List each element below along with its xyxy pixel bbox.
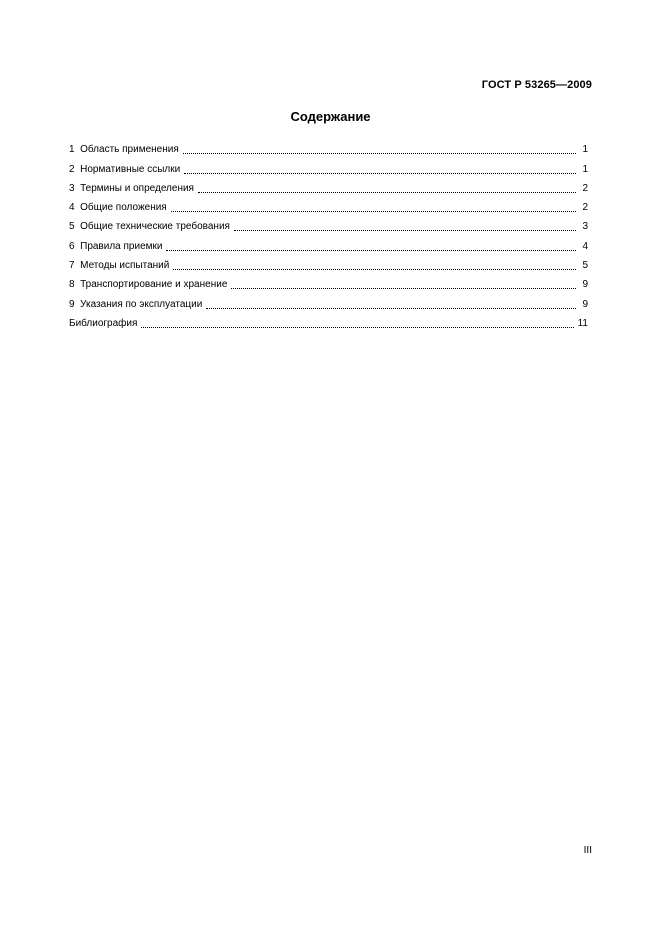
toc-entry[interactable]	[69, 176, 588, 195]
toc-entry-page: 11	[577, 317, 588, 329]
toc-entry-number: 6	[69, 240, 75, 252]
toc-leader-dots	[166, 242, 576, 251]
page-number: III	[583, 845, 592, 856]
toc-entry[interactable]	[69, 156, 588, 175]
toc-entry-title: Библиография	[69, 317, 138, 329]
toc-entry-title: Транспортирование и хранение	[80, 279, 228, 291]
toc-entry-page: 5	[582, 260, 588, 272]
toc-entry-number: 4	[69, 202, 75, 214]
toc-entry-number: 3	[69, 182, 75, 194]
toc-entry-title: Термины и определения	[80, 182, 194, 194]
toc-entry-bibliography[interactable]	[69, 311, 588, 330]
toc-leader-dots	[198, 184, 576, 193]
toc-entry[interactable]	[69, 214, 588, 233]
toc-entry-title: Область применения	[80, 144, 179, 156]
toc-entry-page: 1	[582, 144, 588, 156]
toc-leader-dots	[173, 261, 576, 270]
toc-entry-number: 8	[69, 279, 75, 291]
toc-entry-page: 1	[582, 163, 588, 175]
toc-leader-dots	[141, 319, 573, 328]
toc-leader-dots	[206, 300, 576, 309]
toc-entry-title: Общие положения	[80, 202, 167, 214]
toc-entry-page: 9	[582, 298, 588, 310]
toc-entry[interactable]	[69, 195, 588, 214]
toc-leader-dots	[231, 280, 576, 289]
toc-entry-page: 2	[582, 182, 588, 194]
toc-entry[interactable]	[69, 291, 588, 310]
table-of-contents	[69, 137, 588, 330]
toc-entry-title: Нормативные ссылки	[80, 163, 181, 175]
toc-entry-page: 2	[582, 202, 588, 214]
toc-leader-dots	[234, 222, 576, 231]
toc-entry-page: 3	[582, 221, 588, 233]
toc-entry-title: Общие технические требования	[80, 221, 230, 233]
toc-entry[interactable]	[69, 253, 588, 272]
toc-entry[interactable]	[69, 233, 588, 252]
toc-entry-number: 2	[69, 163, 75, 175]
toc-entry-number: 5	[69, 221, 75, 233]
toc-entry-page: 4	[582, 240, 588, 252]
toc-entry-number: 1	[69, 144, 75, 156]
toc-entry-title: Методы испытаний	[80, 260, 170, 272]
toc-entry-number: 7	[69, 260, 75, 272]
toc-title: Содержание	[290, 109, 371, 124]
toc-entry[interactable]	[69, 137, 588, 156]
toc-leader-dots	[184, 165, 576, 174]
toc-entry-title: Указания по эксплуатации	[80, 298, 203, 310]
toc-entry-number: 9	[69, 298, 75, 310]
toc-entry-page: 9	[582, 279, 588, 291]
toc-entry-title: Правила приемки	[80, 240, 163, 252]
document-code: ГОСТ Р 53265—2009	[481, 79, 592, 91]
toc-leader-dots	[171, 203, 576, 212]
toc-entry[interactable]	[69, 272, 588, 291]
toc-leader-dots	[183, 145, 576, 154]
